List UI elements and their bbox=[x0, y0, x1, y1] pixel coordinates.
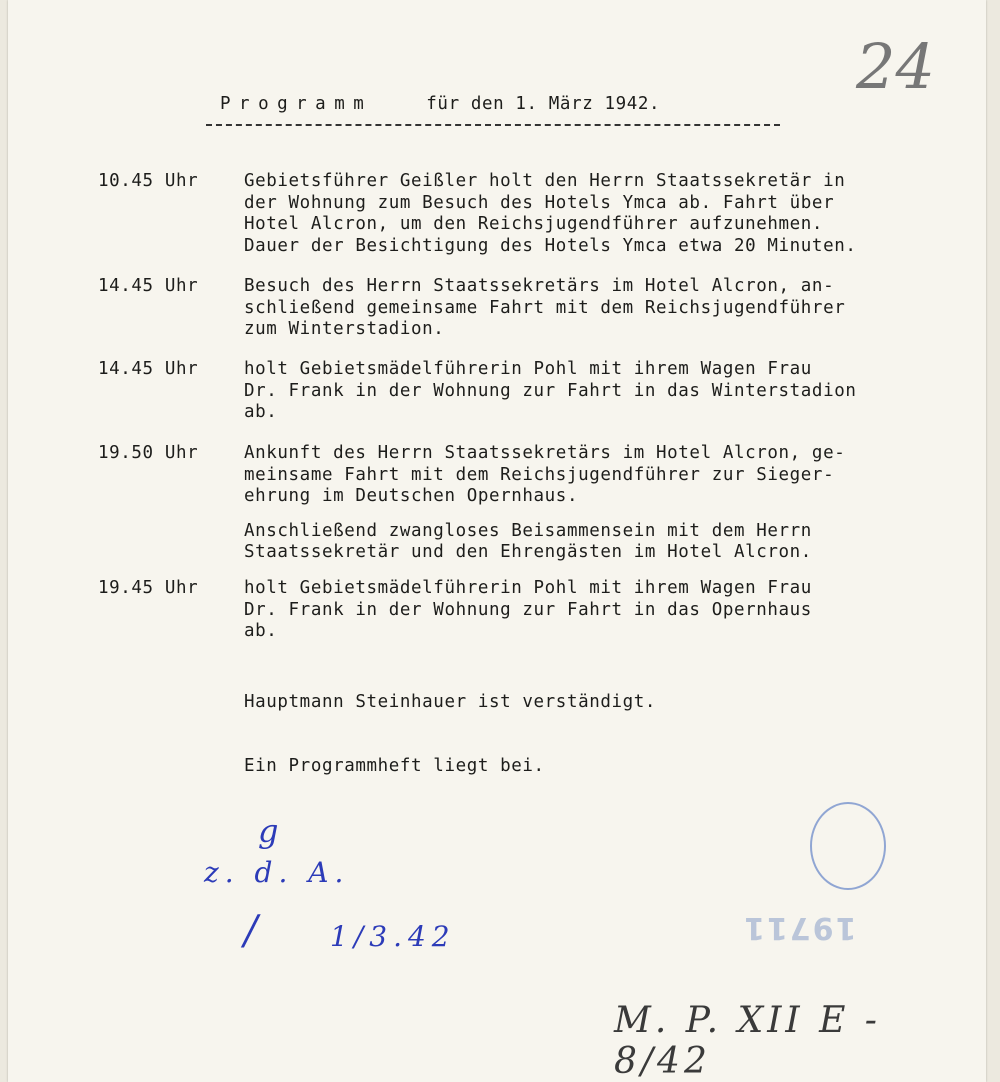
title-word: Programm bbox=[220, 94, 373, 114]
entry-line: Dr. Frank in der Wohnung zur Fahrt in das Winterstadion bbox=[244, 380, 857, 401]
schedule-entry bbox=[98, 171, 964, 257]
entry-time: 19.45 Uhr bbox=[98, 578, 199, 598]
entry-line: Gebietsführer Geißler holt den Herrn Staatssekretär in bbox=[244, 171, 846, 191]
entry-line: Hotel Alcron, um den Reichsjugendführer aufzunehmen. bbox=[244, 214, 824, 234]
entry-line: schließend gemeinsame Fahrt mit dem Reichsjugendführer bbox=[244, 297, 846, 318]
entry-followup-line: Staatssekretär und den Ehrengästen im Hotel Alcron. bbox=[244, 542, 812, 562]
entry-text bbox=[244, 578, 964, 643]
entry-text bbox=[244, 443, 964, 564]
entry-time: 19.50 Uhr bbox=[98, 443, 199, 463]
entry-time: 14.45 Uhr bbox=[98, 276, 199, 296]
entry-line: ehrung im Deutschen Opernhaus. bbox=[244, 486, 579, 506]
schedule-entry bbox=[98, 578, 964, 643]
entry-line: ab. bbox=[244, 402, 278, 422]
entry-line: meinsame Fahrt mit dem Reichsjugendführer zur Sieger- bbox=[244, 464, 835, 485]
entry-text bbox=[244, 359, 964, 424]
entry-line: zum Winterstadion. bbox=[244, 319, 445, 339]
title-date: für den 1. März 1942. bbox=[426, 94, 661, 114]
handwritten-date: 1/3.42 bbox=[330, 920, 456, 953]
entry-line: Dauer der Besichtigung des Hotels Ymca etwa 20 Minuten. bbox=[244, 235, 857, 256]
entry-line: Besuch des Herrn Staatssekretärs im Hotel Alcron, an- bbox=[244, 276, 835, 296]
entry-text bbox=[244, 276, 964, 341]
handwritten-initial: g bbox=[258, 812, 279, 850]
page-number: 24 bbox=[856, 30, 935, 103]
note-line: Ein Programmheft liegt bei. bbox=[244, 756, 545, 776]
entry-line: holt Gebietsmädelführerin Pohl mit ihrem Wagen Frau bbox=[244, 359, 812, 379]
entry-line: der Wohnung zum Besuch des Hotels Ymca ab. Fahrt über bbox=[244, 192, 835, 213]
archive-stamp bbox=[810, 802, 886, 890]
entry-line: Ankunft des Herrn Staatssekretärs im Hotel Alcron, ge- bbox=[244, 443, 846, 463]
title-underline bbox=[206, 124, 780, 126]
note-line: Hauptmann Steinhauer ist verständigt. bbox=[244, 692, 657, 712]
document-title bbox=[220, 94, 800, 114]
entry-line: ab. bbox=[244, 621, 278, 641]
entry-followup-line: Anschließend zwangloses Beisammensein mit dem Herrn bbox=[244, 520, 812, 541]
schedule-entry bbox=[98, 359, 964, 424]
entry-line: Dr. Frank in der Wohnung zur Fahrt in das Opernhaus bbox=[244, 599, 812, 620]
schedule-entry bbox=[98, 443, 964, 564]
stamp-number: 19711 bbox=[742, 910, 857, 945]
entry-line: holt Gebietsmädelführerin Pohl mit ihrem Wagen Frau bbox=[244, 578, 812, 598]
handwritten-abbrev: z. d. A. bbox=[204, 856, 350, 889]
file-reference: M. P. XII E - 8/42 bbox=[614, 1000, 881, 1082]
handwritten-signature: / bbox=[244, 908, 258, 954]
document-page bbox=[8, 0, 986, 1082]
entry-text bbox=[244, 171, 964, 257]
schedule-entry bbox=[98, 276, 964, 341]
entry-time: 10.45 Uhr bbox=[98, 171, 199, 191]
entry-time: 14.45 Uhr bbox=[98, 359, 199, 379]
